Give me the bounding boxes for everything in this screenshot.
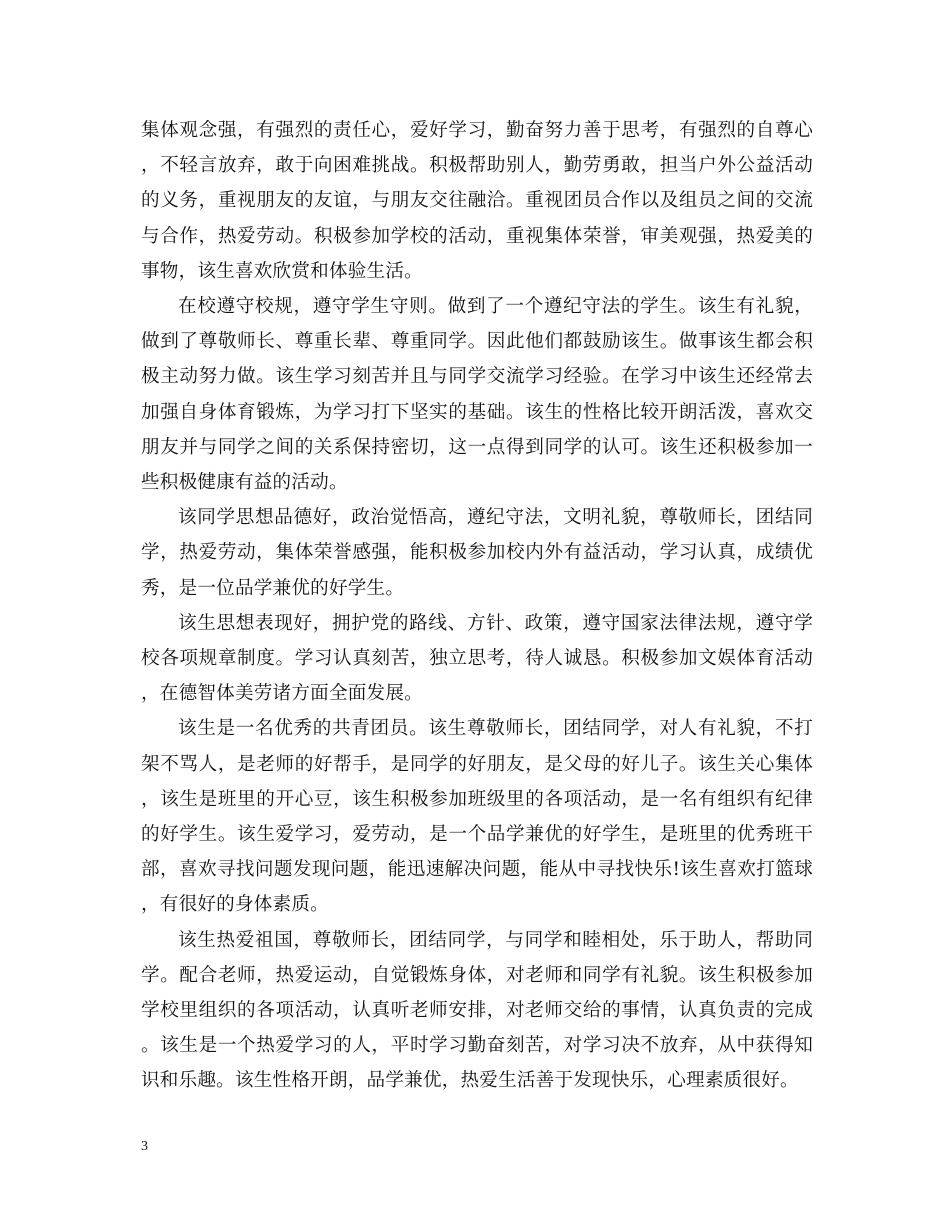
paragraph: 该生热爱祖国，尊敬师长，团结同学，与同学和睦相处，乐于助人，帮助同学。配合老师，热爱运动，自觉锻炼身体，对老师和同学有礼貌。该生积极参加学校里组织的各项活动，认真听老师安排，对老师交给的事情，认真负责的完成。该生是一个热爱学习的人，平时学习勤奋刻苦，对学习决不放弃，从中获得知识和乐趣。该生性格开朗，品学兼优，热爱生活善于发现快乐，心理素质很好。 [141, 929, 813, 1092]
page-number: 3 [141, 1139, 148, 1154]
paragraph: 该同学思想品德好，政治觉悟高，遵纪守法，文明礼貌，尊敬师长，团结同学，热爱劳动，集体荣誉感强，能积极参加校内外有益活动，学习认真，成绩优秀，是一位品学兼优的好学生。 [141, 507, 813, 599]
document-body [141, 113, 813, 1099]
paragraph: 在校遵守校规，遵守学生守则。做到了一个遵纪守法的学生。该生有礼貌，做到了尊敬师长、尊重长辈、尊重同学。因此他们都鼓励该生。做事该生都会积极主动努力做。该生学习刻苦并且与同学交流学习经验。在学习中该生还经常去加强自身体育锻炼，为学习打下坚实的基础。该生的性格比较开朗活泼，喜欢交朋友并与同学之间的关系保持密切，这一点得到同学的认可。该生还积极参加一些积极健康有益的活动。 [141, 296, 813, 494]
paragraph: 该生思想表现好，拥护党的路线、方针、政策，遵守国家法律法规，遵守学校各项规章制度。学习认真刻苦，独立思考，待人诚恳。积极参加文娱体育活动，在德智体美劳诸方面全面发展。 [141, 612, 813, 705]
paragraph: 该生是一名优秀的共青团员。该生尊敬师长，团结同学，对人有礼貌，不打架不骂人，是老师的好帮手，是同学的好朋友，是父母的好儿子。该生关心集体，该生是班里的开心豆，该生积极参加班级里的各项活动，是一名有组织有纪律的好学生。该生爱学习，爱劳动，是一个品学兼优的好学生，是班里的优秀班干部，喜欢寻找问题发现问题，能迅速解决问题，能从中寻找快乐!该生喜欢打篮球，有很好的身体素质。 [141, 718, 813, 916]
paragraph-continuation: 集体观念强，有强烈的责任心，爱好学习，勤奋努力善于思考，有强烈的自尊心，不轻言放弃，敢于向困难挑战。积极帮助别人，勤劳勇敢，担当户外公益活动的义务，重视朋友的友谊，与朋友交往融洽。重视团员合作以及组员之间的交流与合作，热爱劳动。积极参加学校的活动，重视集体荣誉，审美观强，热爱美的事物，该生喜欢欣赏和体验生活。 [141, 120, 813, 282]
